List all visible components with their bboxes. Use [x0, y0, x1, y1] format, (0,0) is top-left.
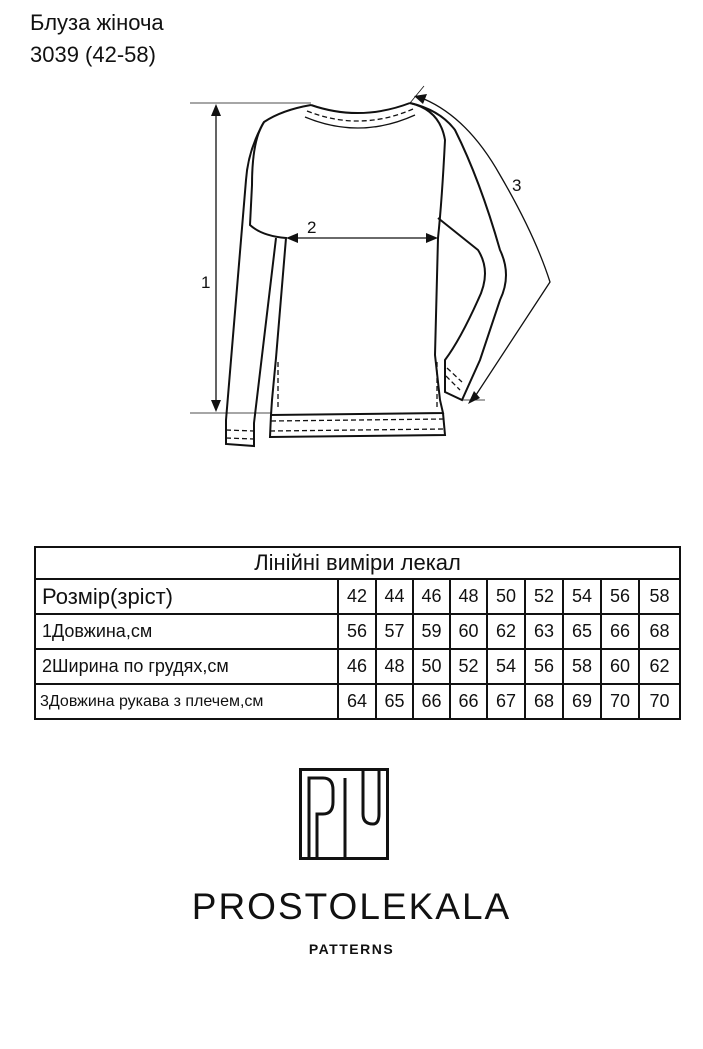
brand-logo-icon	[299, 768, 389, 860]
table-cell: 58	[639, 579, 680, 614]
table-cell: 48	[376, 649, 413, 684]
table-cell: 65	[376, 684, 413, 719]
table-row	[35, 579, 680, 614]
body-outline	[250, 103, 445, 415]
table-cell: 67	[487, 684, 525, 719]
garment-sketch	[0, 80, 703, 480]
measure-label-2: 2	[307, 218, 317, 237]
table-cell: 70	[601, 684, 639, 719]
table-cell: 66	[413, 684, 450, 719]
table-title: Лінійні виміри лекал	[35, 547, 680, 579]
left-sleeve	[226, 122, 276, 446]
table-row	[35, 614, 680, 649]
table-cell: 60	[450, 614, 487, 649]
table-cell: 69	[563, 684, 601, 719]
table-cell: 50	[487, 579, 525, 614]
table-cell: 54	[487, 649, 525, 684]
table-cell: 63	[525, 614, 563, 649]
measurements-table	[34, 546, 681, 720]
table-cell: 50	[413, 649, 450, 684]
table-cell: 42	[338, 579, 376, 614]
table-cell: 66	[450, 684, 487, 719]
row-label: Розмір(зріст)	[35, 579, 338, 614]
table-cell: 46	[413, 579, 450, 614]
table-row	[35, 684, 680, 719]
table-cell: 68	[639, 614, 680, 649]
table-cell: 59	[413, 614, 450, 649]
table-cell: 54	[563, 579, 601, 614]
pattern-number: 3039 (42-58)	[30, 42, 156, 67]
table-cell: 66	[601, 614, 639, 649]
table-row	[35, 649, 680, 684]
table-cell: 58	[563, 649, 601, 684]
row-label: 2Ширина по грудях,см	[35, 649, 338, 684]
table-cell: 68	[525, 684, 563, 719]
right-sleeve	[410, 103, 506, 400]
table-cell: 65	[563, 614, 601, 649]
table-cell: 62	[487, 614, 525, 649]
table-cell: 64	[338, 684, 376, 719]
table-cell: 70	[639, 684, 680, 719]
measure-label-1: 1	[201, 273, 211, 292]
table-cell: 48	[450, 579, 487, 614]
table-cell: 46	[338, 649, 376, 684]
brand-name: PROSTOLEKALA	[191, 886, 512, 927]
table-cell: 52	[525, 579, 563, 614]
table-cell: 56	[525, 649, 563, 684]
garment-title: Блуза жіноча	[30, 10, 164, 35]
row-label: 1Довжина,см	[35, 614, 338, 649]
table-cell: 52	[450, 649, 487, 684]
neckline	[311, 103, 410, 113]
table-cell: 57	[376, 614, 413, 649]
table-cell: 62	[639, 649, 680, 684]
table-cell: 56	[338, 614, 376, 649]
measure-label-3: 3	[512, 176, 522, 195]
row-label: 3Довжина рукава з плечем,см	[35, 684, 338, 719]
table-cell: 44	[376, 579, 413, 614]
table-cell: 60	[601, 649, 639, 684]
table-cell: 56	[601, 579, 639, 614]
brand-tagline: PATTERNS	[308, 941, 395, 957]
